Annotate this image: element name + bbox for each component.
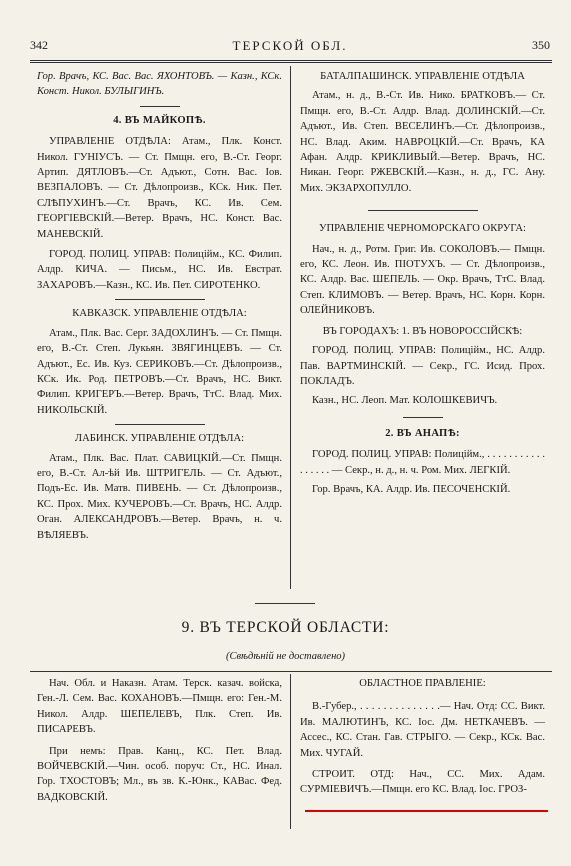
governor-paragraph: Нач. Обл. и Наказн. Атам. Терск. казач. войска, Ген.-Л. Сем. Вас. КОХАНОВЪ.—Пмщн. его: Ген.-М. Никол. Алдр. ШЕПЕЛЕВЪ, Плк. Степ. Ив. ПИСАРЕВЪ.	[37, 678, 282, 736]
anapa-heading: 2. ВЪ АНАПѢ:	[385, 427, 460, 439]
labinsk-administration: Атам., Плк. Вас. Плат. САВИЦКІЙ.—Ст. Пмщн. его, В.-Ст. Ал-ѣй Ив. ШТРИГЕЛЬ. — Ст. Адъют., Подъ-Ес. Ив. Матв. ПИВЕНЬ. — Ст. Дѣлопроизв., КС. Прох. Мих. КУЧЕРОВЪ.—Ст. Врачъ, НС. Алдр. Оган. АЛЕКСАНДРОВЪ.—Ветер. Врачъ, н. ч. ВѢЛЯЕВЪ.	[37, 452, 282, 541]
right-column	[300, 69, 545, 497]
page-header	[30, 38, 550, 54]
maikop-heading: 4. ВЪ МАЙКОПѢ.	[113, 114, 206, 126]
page-number-left: 342	[30, 38, 48, 52]
anapa-police: ГОРОД. ПОЛИЦ. УПРАВ: Полицiйм., . . . . . . . . . . . . . . . . . — Секр., н. д., н. ч. Ром. Мих. ЛЕГКІЙ.	[300, 449, 545, 476]
maikop-administration: УПРАВЛЕНІЕ ОТДѢЛА: Атам., Плк. Конст. Никол. ГУНІУСЪ. — Ст. Пмщн. его, В.-Ст. Георг. Артип. ДЯТЛОВЪ.—Ст. Адъют., Сотн. Вас. Іов. ВЕЗПАЛОВЪ. — Ст. Дѣлопроизв., КСк. Ник. Пет. СЛѢПУХИНЪ.—Ст. Врачъ, КС. Ив. Сем. ГЕОРГІЕВСКІЙ.—Ветер. Врачъ, НС. Конст. Вас. МАНЕВСКІЙ.	[37, 136, 282, 240]
anapa-doctor: Гор. Врачъ, КА. Алдр. Ив. ПЕСОЧЕНСКІЙ.	[312, 483, 511, 495]
chancellery-paragraph: При немъ: Прав. Канц., КС. Пет. Влад. ВОЙЧЕВСКІЙ.—Чин. особ. поруч: Ст., НС. Инал. Гор. ТХОСТОВЪ; Мл., въ зв. К.-Юнк., КАВас. Фед. ВАДКОВСКІЙ.	[37, 745, 282, 803]
regional-board-heading: ОБЛАСТНОЕ ПРАВЛЕНІЕ:	[359, 678, 486, 689]
batalpashinsk-administration: Атам., н. д., В.-Ст. Ив. Нико. БРАТКОВЪ.— Ст. Пмщн. его, В.-Ст. Алдр. Влад. ДОЛИНСКІЙ.—Ст. Адъют., Ив. Степ. ВЕСЕЛИНЪ.—Ст. Дѣлопроизв., НС. Влад. Аким. НАВРОЦКІЙ.—Ст. Врачъ, КА Афан. Алдр. КРИКЛИВЫЙ.—Ветер. Врачъ, НС. Никан. Георг. РЖЕВСКІЙ.—Казн., н. д., ГС. Ану. Мих. ЭКЗАРХОПУЛЛО.	[300, 90, 545, 194]
section-subtitle: (Свѣдѣній не доставлено)	[225, 651, 346, 662]
bottom-right-column	[300, 676, 545, 798]
kavkaz-administration: Атам., Плк. Вас. Серг. ЗАДОХЛИНЪ. — Ст. Пмщн. его, В.-Ст. Степ. Лукьян. ЗВЯГИНЦЕВЪ. — Ст. Адъют., Ес. Ив. Куз. СЕРИКОВЪ.—Ст. Дѣлопроизв., КСк. Ик. Род. ПЕТРОВЪ.—Ст. Врачъ, НС. Викт. Филип. КРИГЕРЪ.—Ветер. Врачъ, ТтС. Влад. Мих. НИКОЛЬСКІЙ.	[37, 327, 282, 416]
kavkaz-heading: КАВКАЗСК. УПРАВЛЕНІЕ ОТДѢЛА:	[72, 308, 247, 320]
top-paragraph: Гор. Врачъ, КС. Вас. Вас. ЯХОНТОВЪ. — Казн., КСк. Конст. Никол. БУЛЫГИНЪ.	[37, 71, 282, 98]
section-rule	[255, 603, 315, 604]
novorossiysk-treasury: Казн., НС. Леоп. Мат. КОЛОШКЕВИЧЪ.	[312, 395, 498, 407]
section-bottom-rule	[30, 671, 552, 672]
chernomor-administration: Нач., н. д., Ротм. Григ. Ив. СОКОЛОВЪ.— Пмщн. его, КС. Леон. Ив. ПІОТУХЪ. — Ст. Дѣлопроизв., КС. Алдр. Вас. ШЕПЕЛЬ. — Окр. Врачъ, ТтС. Влад. Степ. КЛИМОВЪ. — Ветер. Врачъ, НС. Корн. Корн. ОЛЕЙНИКОВЪ.	[300, 243, 545, 317]
column-divider	[290, 66, 291, 589]
running-title: ТЕРСКОЙ ОБЛ.	[232, 38, 348, 53]
regional-board-paragraph: В.-Губер., . . . . . . . . . . . . . .— Нач. Отд: СС. Викт. Ив. МАЛЮТИНЪ, КС. Іос. Дм. НЕТКАЧЕВЪ. — Ассес., КС. Стан. Гав. СТРЫГО. — Секр., КСк. Вас. Мих. ЧУГАЙ.	[300, 701, 545, 759]
construction-dept-paragraph: СТРОИТ. ОТД: Нач., СС. Мих. Адам. СУРМІЕВИЧЪ.—Пмщн. его КС. Влад. Іос. ГРОЗ-	[300, 769, 545, 796]
chernomor-heading: УПРАВЛЕНІЕ ЧЕРНОМОРСКАГО ОКРУГА:	[319, 223, 526, 235]
page-number-right: 350	[532, 38, 550, 52]
bottom-column-divider	[290, 674, 291, 829]
batalpashinsk-heading: БАТАЛПАШИНСК. УПРАВЛЕНІЕ ОТДѢЛА	[320, 71, 525, 82]
left-column	[37, 69, 282, 543]
labinsk-heading: ЛАБИНСК. УПРАВЛЕНІЕ ОТДѢЛА:	[74, 433, 245, 445]
section-heading: 9. ВЪ ТЕРСКОЙ ОБЛАСТИ:	[181, 619, 390, 636]
novorossiysk-heading: ВЪ ГОРОДАХЪ: 1. ВЪ НОВОРОССІЙСКѢ:	[322, 325, 523, 337]
bottom-left-column	[37, 676, 282, 805]
maikop-police: ГОРОД. ПОЛИЦ. УПРАВ: Полицiйм., КС. Филип. Алдр. КИЧА. — Письм., НС. Ив. Евстрат. ЗАХАРОВЪ.—Казн., КС. Ив. Пет. СИРОТЕНКО.	[37, 249, 282, 291]
header-rule	[30, 60, 552, 63]
novorossiysk-police: ГОРОД. ПОЛИЦ. УПРАВ: Полицiйм., НС. Алдр. Пав. ВАРТМИНСКІЙ. — Секр., ГС. Исид. Прох. ПОКЛАДЪ.	[300, 345, 545, 387]
red-underline-annotation	[305, 810, 548, 812]
